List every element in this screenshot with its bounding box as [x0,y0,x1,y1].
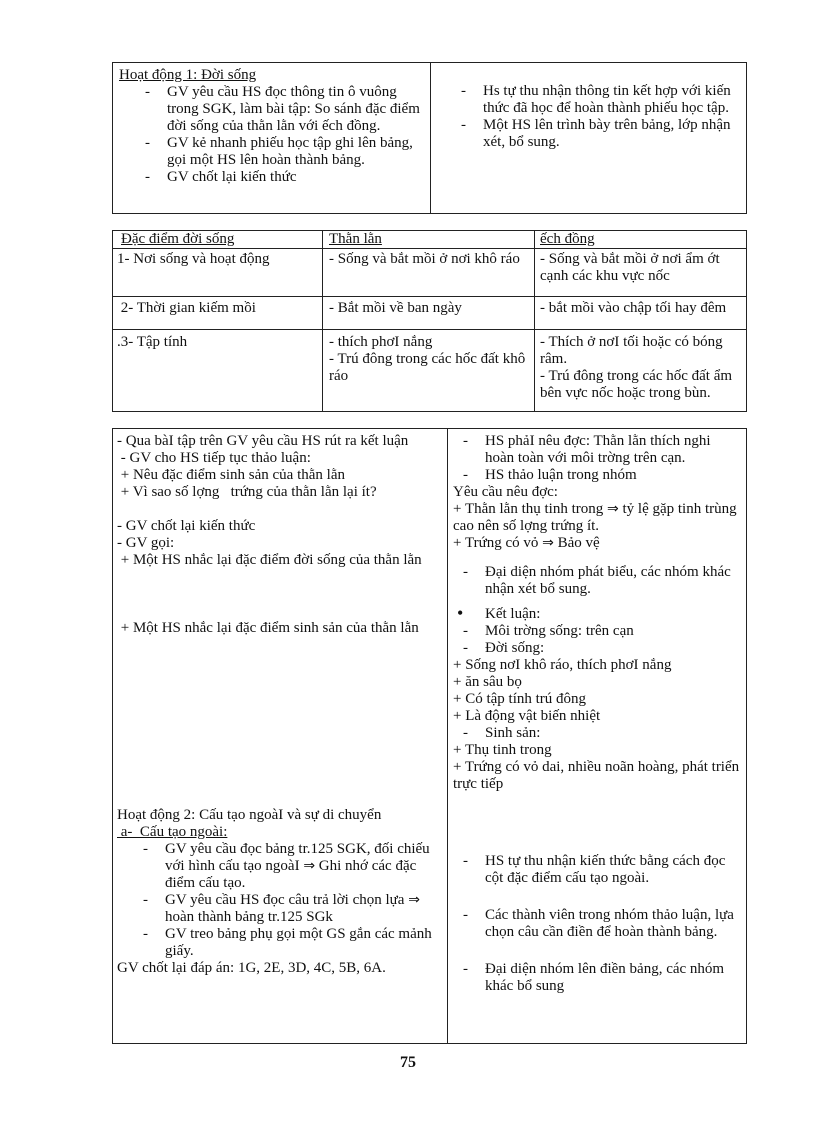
activity1-left-cell [119,67,425,186]
activity1-left-item: - GV chốt lại kiến thức [119,169,425,186]
activity2-item: - GV yêu cầu HS đọc câu trả lời chọn lựa ⇒ hoàn thành bảng tr.125 SGk [117,892,443,926]
comparison-cell: 1- Nơi sống và hoạt động [117,251,270,267]
conclusion-line: + Là động vật biến nhiệt [453,708,601,724]
conclusion-line: + Trứng có vỏ dai, nhiều noãn hoàng, phát triển trực tiếp [453,759,740,792]
conclusion-item: - Môi trờng sống: trên cạn [457,623,743,640]
lesson-right-item: - HS thảo luận trong nhóm [457,467,743,484]
activity2-right-item: - Các thành viên trong nhóm thảo luận, lựa chọn câu cần điền để hoàn thành bảng. [457,907,743,941]
right-arrow-icon: ⇒ [303,858,316,874]
lesson-text: - Qua bàI tập trên GV yêu cầu HS rút ra kết luận [117,433,409,449]
conclusion-item: - Đời sống: [457,640,743,657]
lesson-text: + Một HS nhắc lại đặc điểm đời sống của thằn lằn [117,552,422,568]
activity2-block [117,807,443,977]
lesson-text: Yêu cầu nêu đợc: [453,484,558,500]
activity2-item: - GV yêu cầu đọc bảng tr.125 SGK, đối chiếu với hình cấu tạo ngoàI ⇒ Ghi nhớ các đặc điểm cấu tạo. [117,841,443,892]
lesson-left-cell [117,433,443,637]
lesson-right-item: - Đại diện nhóm phát biểu, các nhóm khác nhận xét bổ sung. [457,564,743,598]
comparison-header: Thằn lằn [329,231,382,247]
conclusion-line: + Thụ tinh trong [453,742,552,758]
lesson-text: + Thằn lằn thụ tinh trong ⇒ tỷ lệ gặp tinh trùng cao nên số lợng trứng ít. [453,501,737,534]
conclusion-line: + ăn sâu bọ [453,674,522,690]
lesson-right-cell [453,433,743,793]
activity1-heading: Hoạt động 1: Đời sống [119,67,257,83]
conclusion-item: - Sinh sản: [457,725,743,742]
activity1-right-item: - Hs tự thu nhận thông tin kết hợp với kiến thức đã học để hoàn thành phiếu học tập. [435,83,735,117]
conclusion-line: + Có tập tính trú đông [453,691,587,707]
lesson-text: + Trứng có vỏ ⇒ Bảo vệ [453,535,600,551]
activity1-right-item: - Một HS lên trình bày trên bảng, lớp nhận xét, bổ sung. [435,117,735,151]
activity2-final: GV chốt lại đáp án: 1G, 2E, 3D, 4C, 5B, 6A. [117,960,386,976]
lesson-text: + Một HS nhắc lại đặc điểm sinh sản của thằn lằn [117,620,419,636]
comparison-header: Đặc điểm đời sống [121,231,235,247]
activity1-table [112,62,747,214]
lesson-right-item: - HS phảI nêu đợc: Thằn lằn thích nghi hoàn toàn với môi trờng trên cạn. [457,433,743,467]
comparison-cell: .3- Tập tính [117,334,188,350]
comparison-cell: - Thích ở nơI tối hoặc có bóng râm. - Trú đông trong các hốc đất ẩm bên vực nốc hoặc trong bùn. [540,334,733,401]
lesson-table [112,428,747,1044]
comparison-cell: - thích phơI nắng - Trú đông trong các hốc đất khô ráo [329,334,526,384]
activity1-left-item: - GV yêu cầu HS đọc thông tin ô vuông trong SGK, làm bài tập: So sánh đặc điểm đời sống của thằn lằn với ếch đồng. [119,84,425,135]
conclusion-heading: • Kết luận: [453,606,743,623]
right-arrow-icon: ⇒ [408,892,420,908]
lesson-text: + Vì sao số lợng trứng của thằn lằn lại ít? [117,484,377,500]
activity2-right-item: - Đại diện nhóm lên điền bảng, các nhóm khác bổ sung [457,961,743,995]
comparison-cell: - Sống và bắt mồi ở nơi ẩm ớt cạnh các khu vực nốc [540,251,720,284]
comparison-cell: - Sống và bắt mồi ở nơi khô ráo [329,251,520,267]
lesson-text: - GV cho HS tiếp tục thảo luận: [117,450,311,466]
activity2-subheading: a- Cấu tạo ngoài: [117,824,228,840]
activity1-right-cell [435,83,735,151]
lesson-text: + Nêu đặc điểm sinh sản của thằn lằn [117,467,345,483]
activity2-item: - GV treo bảng phụ gọi một GS gắn các mảnh giấy. [117,926,443,960]
activity2-heading: Hoạt động 2: Cấu tạo ngoàI và sự di chuyển [117,807,382,823]
comparison-cell: - Bắt mồi về ban ngày [329,300,462,316]
right-arrow-icon: ⇒ [542,535,554,551]
lesson-text: - GV chốt lại kiến thức [117,518,256,534]
page-number: 75 [400,1054,416,1071]
comparison-cell: - bắt mồi vào chập tối hay đêm [540,300,727,316]
activity2-right-block [453,853,743,995]
comparison-header: ếch đồng [540,231,595,247]
activity1-left-item: - GV kẻ nhanh phiếu học tập ghi lên bảng, gọi một HS lên hoàn thành bảng. [119,135,425,169]
activity2-right-item: - HS tự thu nhận kiến thức bằng cách đọc cột đặc điểm cấu tạo ngoài. [457,853,743,887]
right-arrow-icon: ⇒ [607,501,619,517]
comparison-table [112,230,747,412]
lesson-text: - GV gọi: [117,535,175,551]
conclusion-line: + Sống nơI khô ráo, thích phơI nắng [453,657,672,673]
comparison-cell: 2- Thời gian kiếm mồi [117,300,256,316]
